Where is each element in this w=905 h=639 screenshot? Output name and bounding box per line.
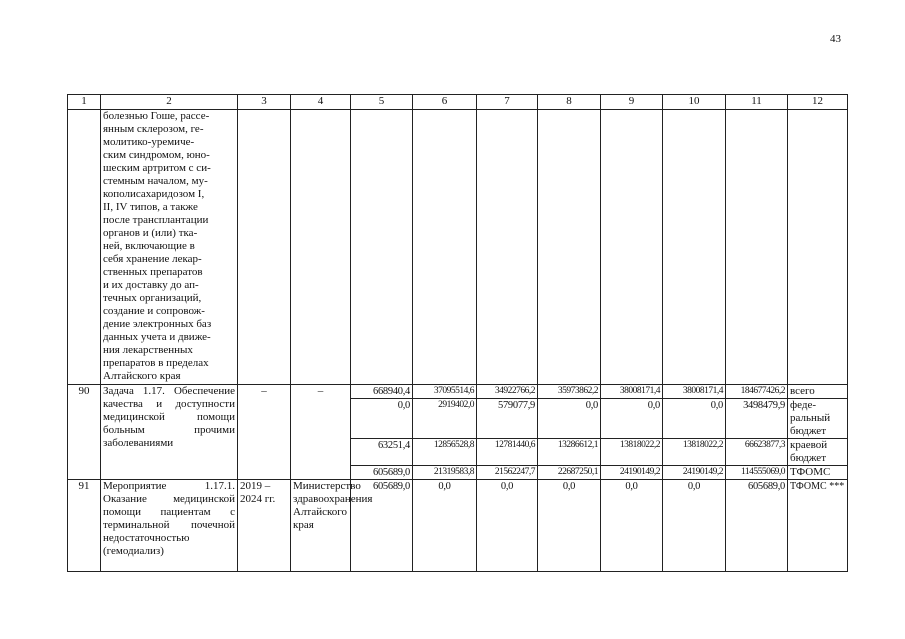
value-cell: 3498479,9 — [726, 399, 788, 439]
value-cell: 0,0 — [601, 480, 663, 572]
continuation-description — [101, 110, 238, 385]
continuation-row — [68, 110, 848, 385]
value-cell: 13818022,2 — [663, 439, 726, 466]
row-executor: – — [291, 385, 351, 480]
row-description: Задача 1.17. Обеспечение качества и доступности медицинской помощи больным прочими заболеваниями — [101, 385, 238, 480]
value-cell: 0,0 — [663, 399, 726, 439]
continuation-line: течных организаций, — [103, 292, 202, 304]
funding-source: краевой бюджет — [788, 439, 848, 466]
value-cell: 0,0 — [538, 399, 601, 439]
value-cell: 0,0 — [477, 480, 538, 572]
column-header: 10 — [663, 95, 726, 110]
value-cell: 605689,0 — [351, 480, 413, 572]
value-cell: 0,0 — [351, 399, 413, 439]
page-number: 43 — [830, 33, 841, 45]
column-header: 5 — [351, 95, 413, 110]
value-cell: 0,0 — [538, 480, 601, 572]
continuation-line: препаратов в пределах — [103, 357, 209, 369]
funding-source: ТФОМС *** — [788, 480, 848, 572]
continuation-line: себя хранение лекар- — [103, 253, 202, 265]
value-cell: 37095514,6 — [413, 385, 477, 399]
continuation-line: болезнью Гоше, рассе- — [103, 110, 210, 122]
row-number: 91 — [68, 480, 101, 572]
continuation-line: янным склерозом, ге- — [103, 123, 204, 135]
continuation-line: шеским артритом с си- — [103, 162, 211, 174]
continuation-line: ней, включающие в — [103, 240, 195, 252]
continuation-line: Алтайского края — [103, 370, 181, 382]
column-number-row — [68, 95, 848, 110]
row-executor: Министерство здравоохранения Алтайского края — [291, 480, 351, 572]
value-cell: 24190149,2 — [663, 466, 726, 480]
value-cell: 38008171,4 — [601, 385, 663, 399]
funding-source: феде-ральный бюджет — [788, 399, 848, 439]
continuation-line: ния лекарственных — [103, 344, 193, 356]
table-row — [68, 480, 848, 572]
continuation-line: создание и сопровож- — [103, 305, 205, 317]
row-period: 2019 – 2024 гг. — [238, 480, 291, 572]
value-cell: 114555069,0 — [726, 466, 788, 480]
column-header: 12 — [788, 95, 848, 110]
continuation-line: кополисахаридозом I, — [103, 188, 205, 200]
continuation-line: и их доставку до ап- — [103, 279, 199, 291]
column-header: 3 — [238, 95, 291, 110]
value-cell: 22687250,1 — [538, 466, 601, 480]
column-header: 6 — [413, 95, 477, 110]
value-cell: 21319583,8 — [413, 466, 477, 480]
continuation-line: дение электронных баз — [103, 318, 212, 330]
column-header: 8 — [538, 95, 601, 110]
value-cell: 34922766,2 — [477, 385, 538, 399]
column-header: 11 — [726, 95, 788, 110]
continuation-line: молитико-уремиче- — [103, 136, 195, 148]
value-cell: 579077,9 — [477, 399, 538, 439]
value-cell: 2919402,0 — [413, 399, 477, 439]
column-header: 7 — [477, 95, 538, 110]
continuation-line: органов и (или) тка- — [103, 227, 198, 239]
row-description: Мероприятие 1.17.1. Оказание медицинской помощи пациентам с терминальной почечной недостаточностью (гемодиализ) — [101, 480, 238, 572]
column-header: 4 — [291, 95, 351, 110]
continuation-line: после трансплантации — [103, 214, 209, 226]
value-cell: 0,0 — [663, 480, 726, 572]
column-header: 1 — [68, 95, 101, 110]
value-cell: 35973862,2 — [538, 385, 601, 399]
funding-source: ТФОМС — [788, 466, 848, 480]
value-cell: 668940,4 — [351, 385, 413, 399]
row-period: – — [238, 385, 291, 480]
continuation-line: ским синдромом, юно- — [103, 149, 210, 161]
column-header: 2 — [101, 95, 238, 110]
column-header: 9 — [601, 95, 663, 110]
table-row — [68, 385, 848, 399]
value-cell: 184677426,2 — [726, 385, 788, 399]
value-cell: 66623877,3 — [726, 439, 788, 466]
budget-table — [67, 94, 848, 572]
continuation-line: ственных препаратов — [103, 266, 203, 278]
continuation-line: II, IV типов, а также — [103, 201, 198, 213]
value-cell: 21562247,7 — [477, 466, 538, 480]
value-cell: 605689,0 — [351, 466, 413, 480]
value-cell: 605689,0 — [726, 480, 788, 572]
value-cell: 12856528,8 — [413, 439, 477, 466]
funding-source: всего — [788, 385, 848, 399]
row-number: 90 — [68, 385, 101, 480]
value-cell: 12781440,6 — [477, 439, 538, 466]
value-cell: 63251,4 — [351, 439, 413, 466]
continuation-line: стемным началом, му- — [103, 175, 208, 187]
value-cell: 0,0 — [413, 480, 477, 572]
value-cell: 13818022,2 — [601, 439, 663, 466]
value-cell: 24190149,2 — [601, 466, 663, 480]
value-cell: 38008171,4 — [663, 385, 726, 399]
value-cell: 0,0 — [601, 399, 663, 439]
continuation-line: данных учета и движе- — [103, 331, 211, 343]
value-cell: 13286612,1 — [538, 439, 601, 466]
